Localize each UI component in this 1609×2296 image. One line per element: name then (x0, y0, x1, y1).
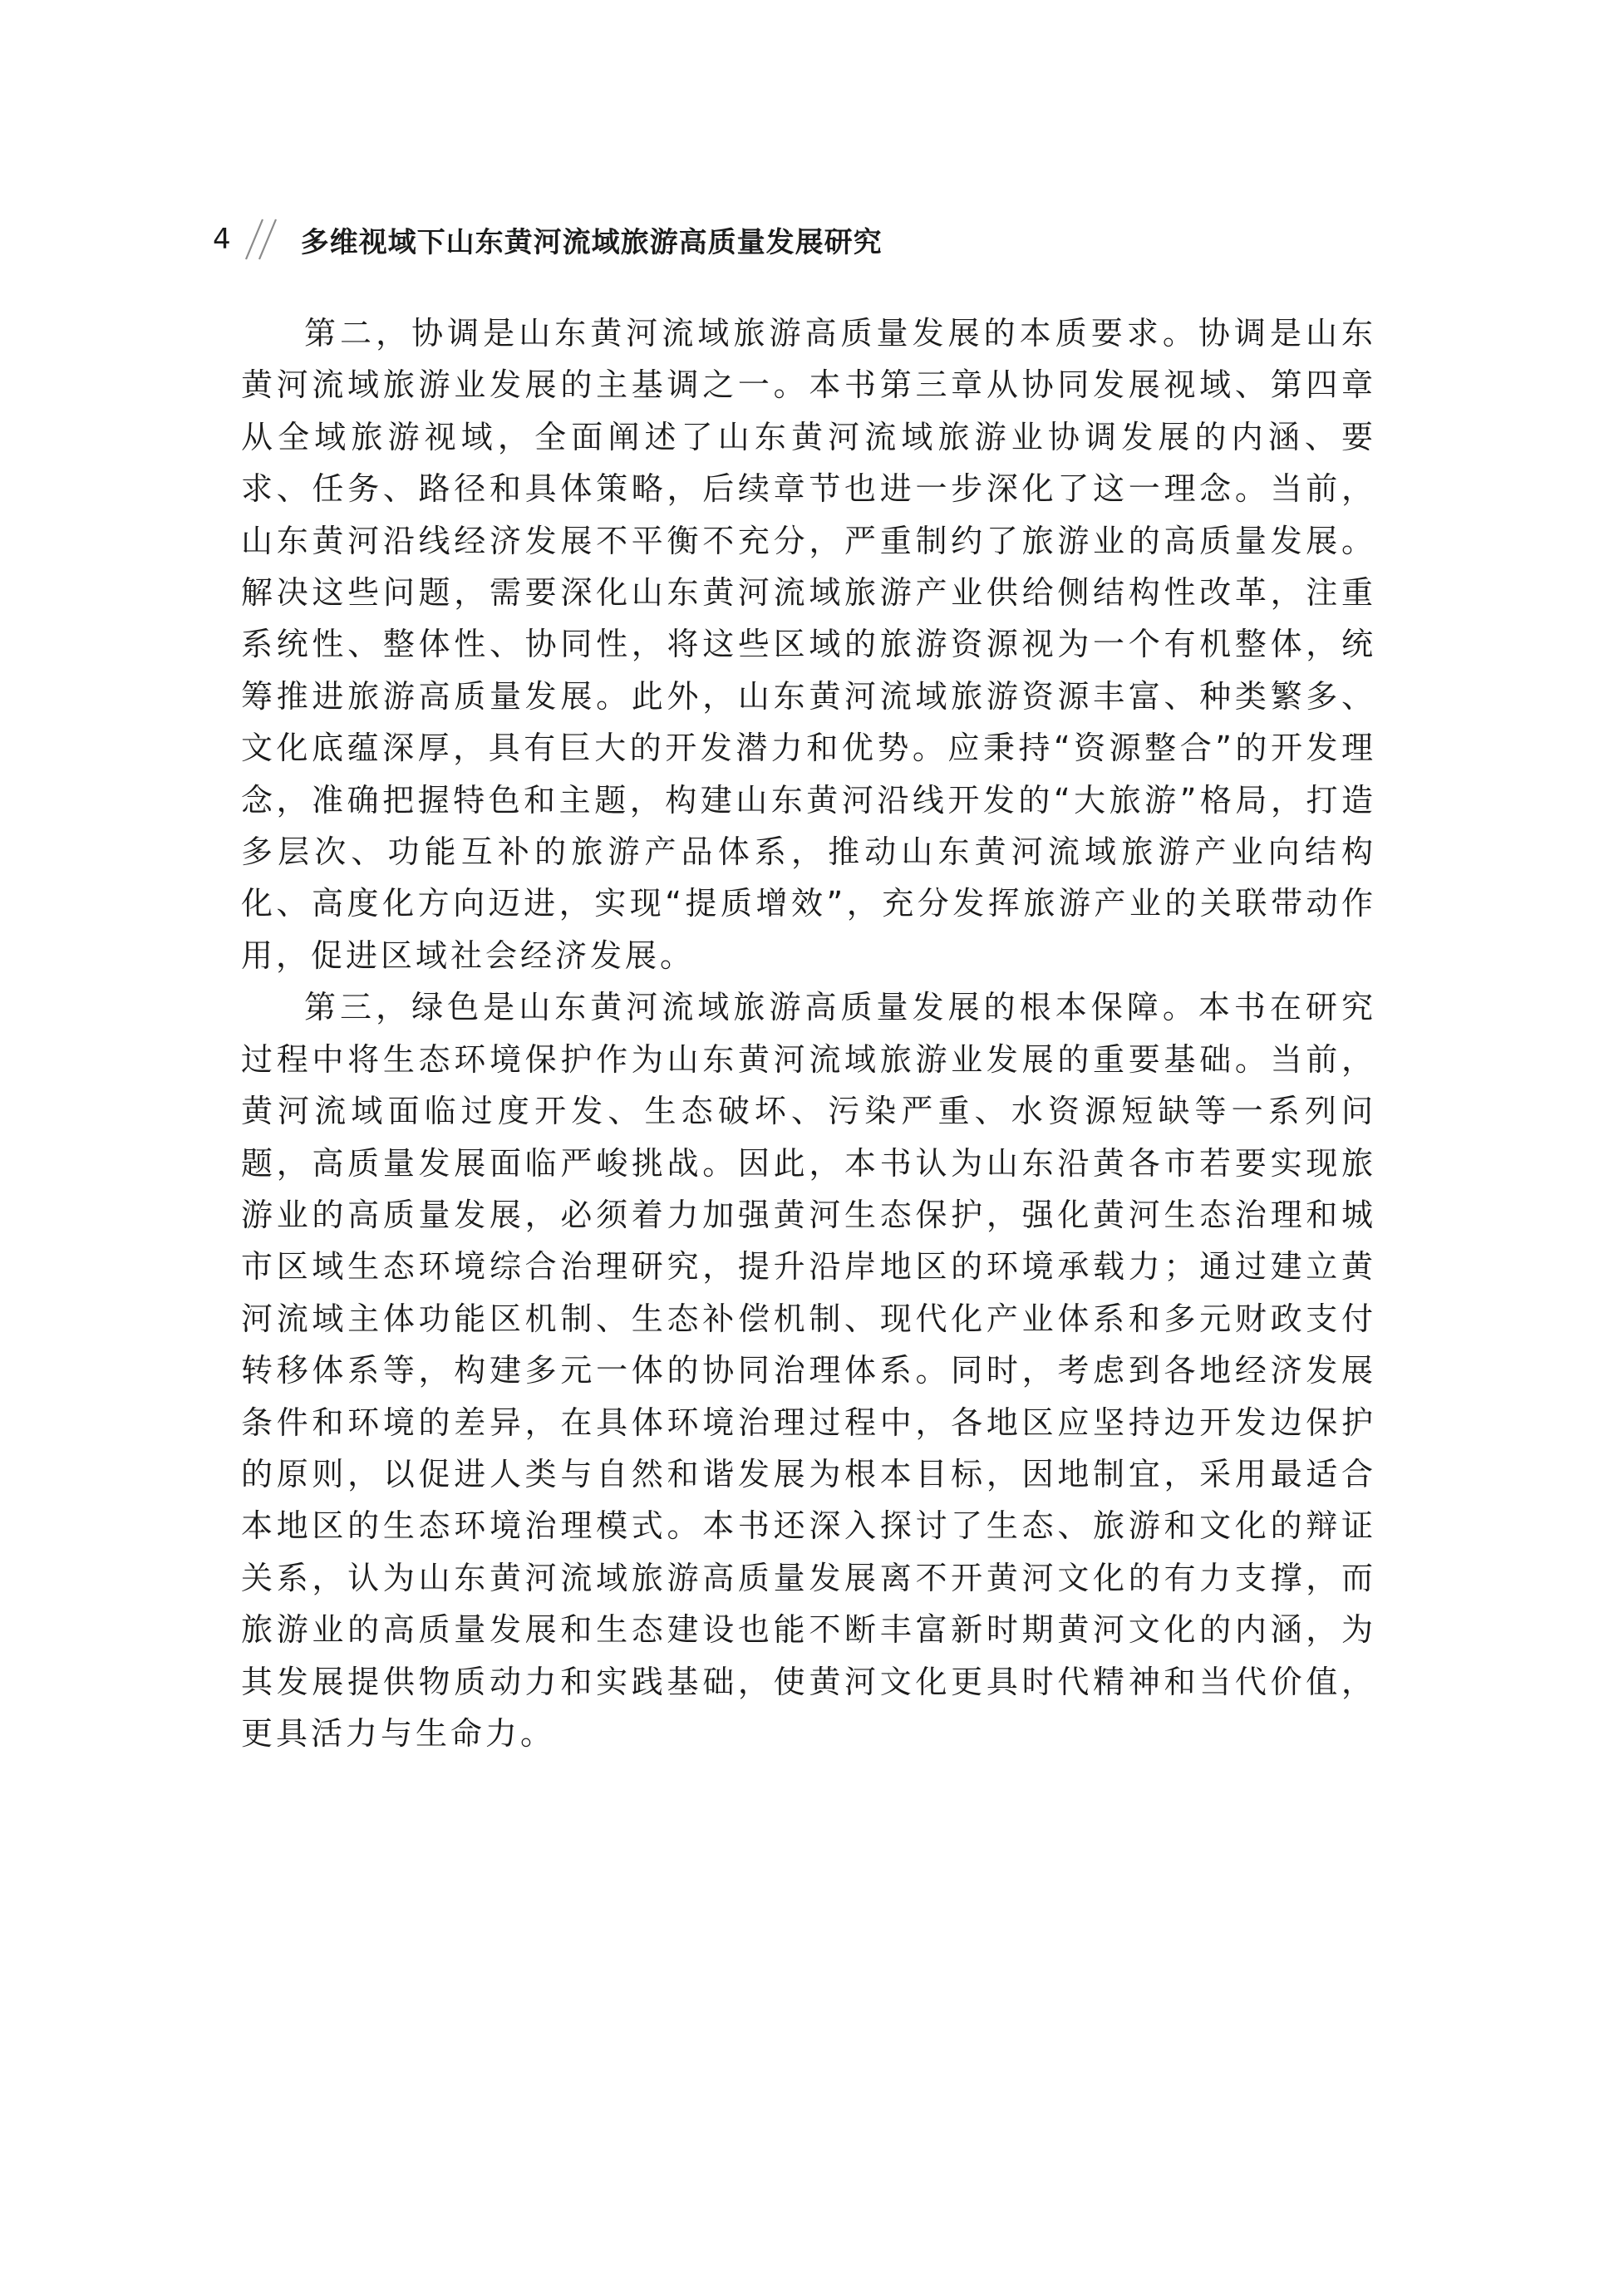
paragraph-green: 第三，绿色是山东黄河流域旅游高质量发展的根本保障。本书在研究过程中将生态环境保护作为山东黄河流域旅游业发展的重要基础。当前，黄河流域面临过度开发、生态破坏、污染严重、水资源短缺等一系列问题，高质量发展面临严峻挑战。因此，本书认为山东沿黄各市若要实现旅游业的高质量发展，必须着力加强黄河生态保护，强化黄河生态治理和城市区域生态环境综合治理研究，提升沿岸地区的环境承载力；通过建立黄河流域主体功能区机制、生态补偿机制、现代化产业体系和多元财政支付转移体系等，构建多元一体的协同治理体系。同时，考虑到各地经济发展条件和环境的差异，在具体环境治理过程中，各地区应坚持边开发边保护的原则，以促进人类与自然和谐发展为根本目标，因地制宜，采用最适合本地区的生态环境治理模式。本书还深入探讨了生态、旅游和文化的辩证关系，认为山东黄河流域旅游高质量发展离不开黄河文化的有力支撑，而旅游业的高质量发展和生态建设也能不断丰富新时期黄河文化的内涵，为其发展提供物质动力和实践基础，使黄河文化更具时代精神和当代价值，更具活力与生命力。 (241, 989, 1376, 1752)
page-number: 4 (213, 223, 231, 256)
running-header (213, 214, 883, 264)
double-slash-icon (241, 216, 279, 263)
book-title: 多维视域下山东黄河流域旅游高质量发展研究 (300, 225, 883, 259)
paragraph-coordination: 第二，协调是山东黄河流域旅游高质量发展的本质要求。协调是山东黄河流域旅游业发展的主基调之一。本书第三章从协同发展视域、第四章从全域旅游视域，全面阐述了山东黄河流域旅游业协调发展的内涵、要求、任务、路径和具体策略，后续章节也进一步深化了这一理念。当前，山东黄河沿线经济发展不平衡不充分，严重制约了旅游业的高质量发展。解决这些问题，需要深化山东黄河流域旅游产业供给侧结构性改革，注重系统性、整体性、协同性，将这些区域的旅游资源视为一个有机整体，统筹推进旅游高质量发展。此外，山东黄河流域旅游资源丰富、种类繁多、文化底蕴深厚，具有巨大的开发潜力和优势。应秉持“资源整合”的开发理念，准确把握特色和主题，构建山东黄河沿线开发的“大旅游”格局，打造多层次、功能互补的旅游产品体系，推动山东黄河流域旅游产业向结构化、高度化方向迈进，实现“提质增效”，充分发挥旅游产业的关联带动作用，促进区域社会经济发展。 (241, 315, 1376, 974)
body-text (241, 307, 1376, 1759)
